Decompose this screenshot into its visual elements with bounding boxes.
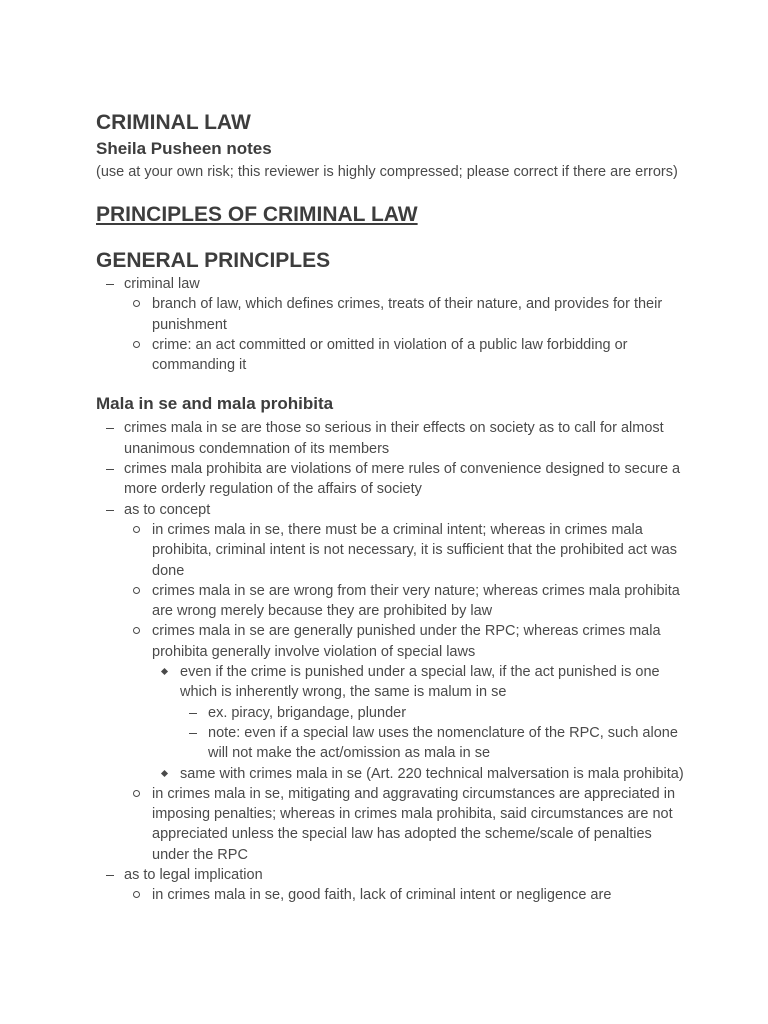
list-item bbox=[96, 274, 686, 375]
list-item-text: in crimes mala in se, there must be a criminal intent; whereas in crimes mala prohibita, criminal intent is not necessary, it is sufficient that the prohibited act was done bbox=[152, 521, 677, 579]
circle-bullet-icon bbox=[133, 784, 145, 804]
circle-bullet-icon bbox=[133, 621, 145, 641]
dash-bullet-icon bbox=[106, 459, 118, 479]
heading-general-principles: GENERAL PRINCIPLES bbox=[96, 249, 331, 272]
list-item-text: even if the crime is punished under a special law, if the act punished is one which is inherently wrong, the same is malum in se bbox=[180, 664, 660, 701]
diamond-bullet-icon bbox=[161, 662, 173, 682]
list-item bbox=[124, 335, 686, 376]
document-subtitle: Sheila Pusheen notes bbox=[96, 139, 272, 158]
mala-list bbox=[96, 418, 686, 905]
list-item bbox=[152, 662, 686, 763]
sub-list bbox=[124, 294, 686, 375]
document-disclaimer: (use at your own risk; this reviewer is highly compressed; please correct if there are errors) bbox=[96, 164, 678, 180]
circle-bullet-icon bbox=[133, 520, 145, 540]
list-item-text: branch of law, which defines crimes, treats of their nature, and provides for their punishment bbox=[152, 296, 663, 333]
list-item-text: crimes mala prohibita are violations of mere rules of convenience designed to secure a more orderly regulation of the affairs of society bbox=[124, 461, 681, 498]
list-item bbox=[180, 723, 686, 764]
list-item bbox=[180, 703, 686, 723]
sub-list bbox=[124, 520, 686, 865]
sub-list bbox=[124, 885, 686, 905]
list-item-text: crimes mala in se are generally punished under the RPC; whereas crimes mala prohibita generally involve violation of special laws bbox=[152, 623, 661, 660]
dash-bullet-icon bbox=[189, 703, 201, 723]
list-item-text: as to legal implication bbox=[124, 867, 263, 884]
list-item bbox=[124, 294, 686, 335]
list-item bbox=[96, 500, 686, 865]
sub-list bbox=[152, 662, 686, 784]
list-item bbox=[96, 418, 686, 459]
sub-list bbox=[180, 703, 686, 764]
dash-bullet-icon bbox=[106, 865, 118, 885]
list-item-text: in crimes mala in se, mitigating and aggravating circumstances are appreciated in imposing penalties; whereas in crimes mala prohibita, said circumstances are not appreciated unless the special law has adopted the scheme/scale of penalties under the RPC bbox=[152, 785, 676, 863]
diamond-bullet-icon bbox=[161, 764, 173, 784]
list-item bbox=[96, 865, 686, 906]
list-item-text: in crimes mala in se, good faith, lack of criminal intent or negligence are bbox=[152, 887, 612, 904]
circle-bullet-icon bbox=[133, 335, 145, 355]
dash-bullet-icon bbox=[189, 723, 201, 743]
circle-bullet-icon bbox=[133, 581, 145, 601]
list-item bbox=[124, 581, 686, 622]
general-principles-list bbox=[96, 274, 686, 375]
list-item bbox=[124, 520, 686, 581]
dash-bullet-icon bbox=[106, 274, 118, 294]
dash-bullet-icon bbox=[106, 500, 118, 520]
list-item-text: ex. piracy, brigandage, plunder bbox=[208, 704, 407, 721]
list-item bbox=[124, 621, 686, 783]
list-item-text: same with crimes mala in se (Art. 220 technical malversation is mala prohibita) bbox=[180, 765, 684, 782]
list-item bbox=[124, 885, 686, 905]
list-item-text: crimes mala in se are wrong from their very nature; whereas crimes mala prohibita are wrong merely because they are prohibited by law bbox=[152, 582, 680, 620]
list-item-text: as to concept bbox=[124, 501, 211, 518]
list-item bbox=[152, 764, 686, 784]
heading-principles: PRINCIPLES OF CRIMINAL LAW bbox=[96, 203, 418, 226]
document-title: CRIMINAL LAW bbox=[96, 111, 251, 134]
circle-bullet-icon bbox=[133, 294, 145, 314]
list-item-text: criminal law bbox=[124, 276, 200, 292]
list-item-text: crime: an act committed or omitted in violation of a public law forbidding or commanding it bbox=[152, 336, 628, 374]
list-item-text: crimes mala in se are those so serious in their effects on society as to call for almost unanimous condemnation of its members bbox=[124, 420, 664, 457]
list-item bbox=[124, 784, 686, 865]
document-content bbox=[96, 110, 686, 906]
dash-bullet-icon bbox=[106, 418, 118, 438]
circle-bullet-icon bbox=[133, 885, 145, 905]
heading-mala-in-se: Mala in se and mala prohibita bbox=[96, 394, 334, 414]
list-item bbox=[96, 459, 686, 500]
list-item-text: note: even if a special law uses the nomenclature of the RPC, such alone will not make the act/omission as mala in se bbox=[208, 724, 678, 762]
